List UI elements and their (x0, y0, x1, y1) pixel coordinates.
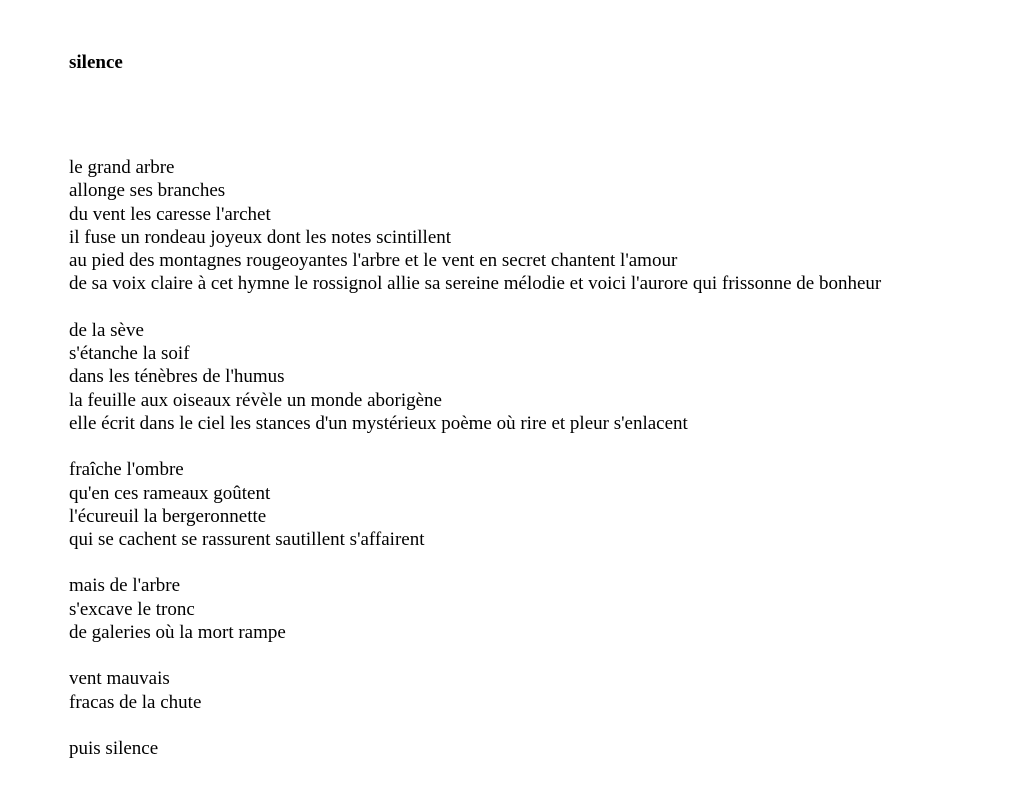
document-page (69, 50, 1004, 783)
poem-line: le grand arbre (69, 157, 175, 178)
poem-line: fracas de la chute (69, 691, 202, 713)
poem-line: il fuse un rondeau joyeux dont les notes scintillent (69, 226, 452, 248)
poem-line: mais de l'arbre (69, 575, 181, 597)
poem-line: allonge ses branches (69, 180, 226, 202)
poem-line: de galeries où la mort rampe (69, 622, 286, 644)
poem-line: s'excave le tronc (69, 598, 195, 620)
stanza-2 (69, 319, 1004, 435)
poem-line: s'étanche la soif (69, 343, 190, 365)
poem-line: la feuille aux oiseaux révèle un monde aborigène (69, 389, 442, 411)
poem-title: silence (69, 52, 123, 73)
poem-line: l'écureuil la bergeronnette (69, 505, 267, 527)
poem-body (69, 156, 1004, 760)
poem-line: dans les ténèbres de l'humus (69, 366, 285, 388)
poem-line: elle écrit dans le ciel les stances d'un mystérieux poème où rire et pleur s'enlacent (69, 412, 688, 434)
poem-line: qu'en ces rameaux goûtent (69, 482, 271, 504)
poem-line: de sa voix claire à cet hymne le rossignol allie sa sereine mélodie et voici l'aurore qui frissonne de bonheur (69, 273, 882, 295)
poem-line: qui se cachent se rassurent sautillent s'affairent (69, 529, 425, 551)
stanza-6 (69, 737, 1004, 760)
stanza-3 (69, 458, 1004, 551)
poem-line: vent mauvais (69, 668, 170, 690)
poem-line: fraîche l'ombre (69, 459, 184, 481)
poem-line: du vent les caresse l'archet (69, 203, 271, 225)
poem-line: de la sève (69, 319, 144, 341)
stanza-5 (69, 667, 1004, 714)
poem-line: puis silence (69, 737, 159, 759)
stanza-1 (69, 156, 1004, 296)
poem-line: au pied des montagnes rougeoyantes l'arbre et le vent en secret chantent l'amour (69, 250, 678, 272)
stanza-4 (69, 574, 1004, 644)
